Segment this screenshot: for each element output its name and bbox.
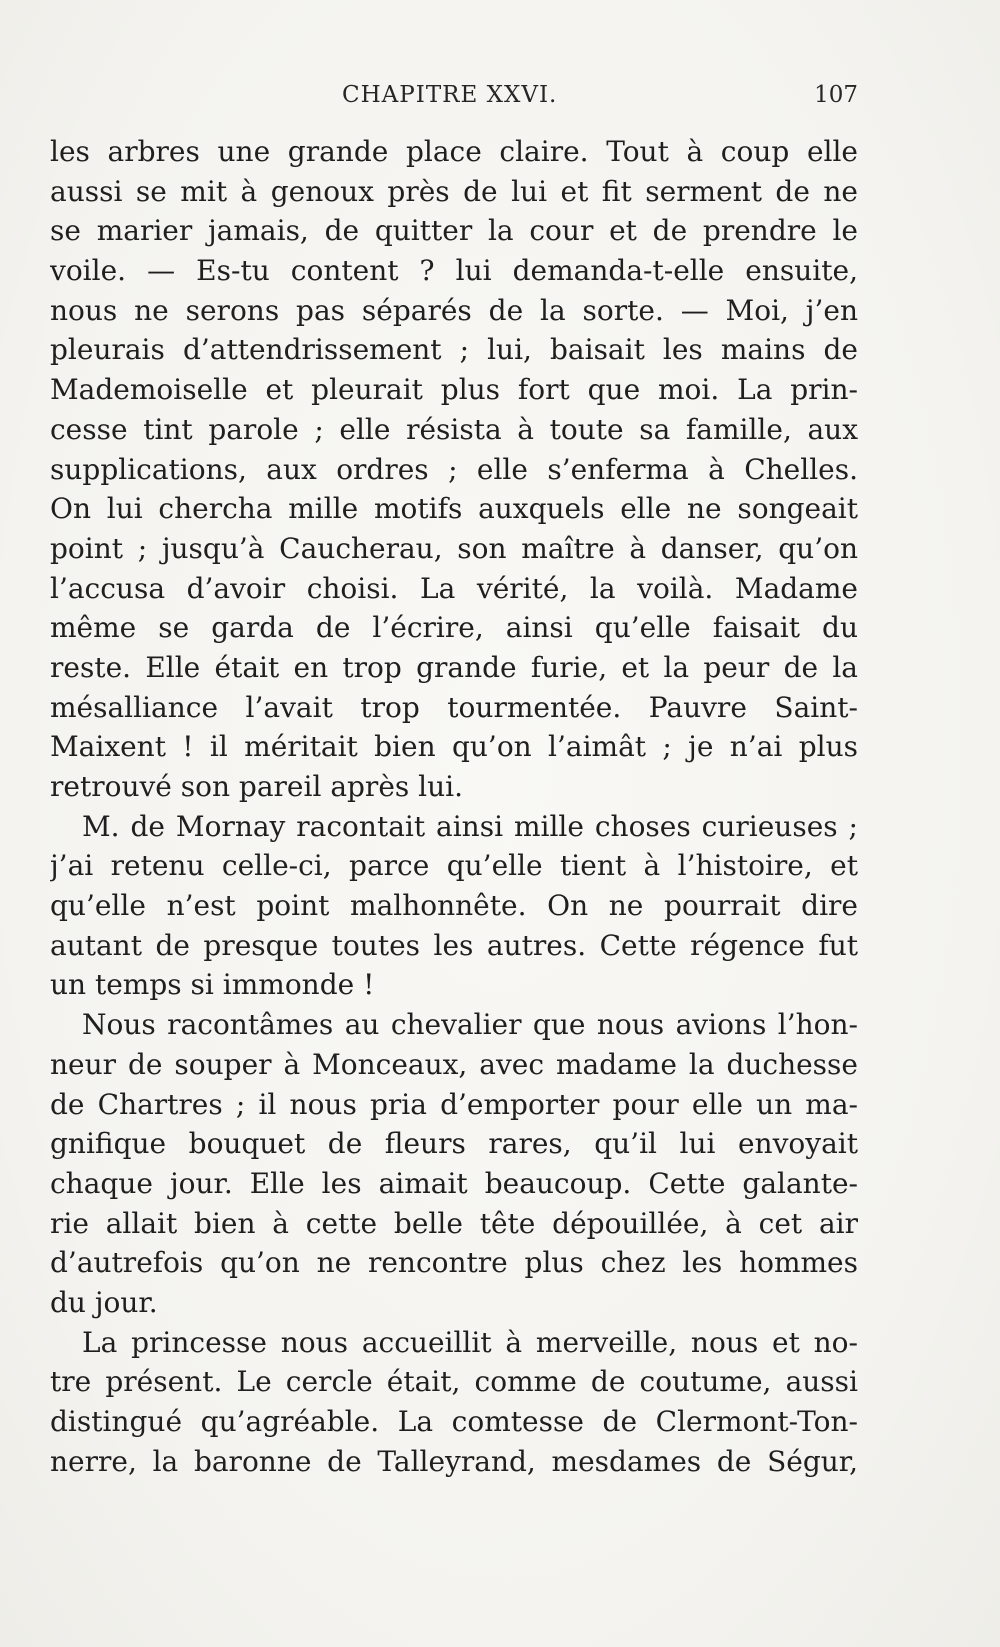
text-line: j’ai retenu celle-ci, parce qu’elle tient à l’histoire, et [50,849,858,883]
page-number: 107 [814,82,858,108]
text-line: pleurais d’attendrissement ; lui, baisait les mains de [50,333,858,367]
text-line: les arbres une grande place claire. Tout à coup elle [50,135,858,168]
text-line: Maixent ! il méritait bien qu’on l’aimât ; je n’ai plus [50,730,858,764]
text-line: de Chartres ; il nous pria d’emporter pour elle un ma- [50,1087,858,1121]
text-line: neur de souper à Monceaux, avec madame la duchesse [50,1047,858,1081]
text-line: supplications, aux ordres ; elle s’enferma à Chelles. [50,452,858,486]
text-line: autant de presque toutes les autres. Cette régence fut [50,928,858,962]
text-line: gnifique bouquet de fleurs rares, qu’il lui envoyait [50,1127,858,1161]
text-line: point ; jusqu’à Caucherau, son maître à danser, qu’on [50,531,858,565]
text-line: On lui chercha mille motifs auxquels elle ne songeait [50,492,858,526]
text-line: distingué qu’agréable. La comtesse de Clermont-Ton- [50,1405,858,1438]
text-line: cesse tint parole ; elle résista à toute sa famille, aux [50,412,858,446]
text-line-paragraph-start: La princesse nous accueillit à merveille, nous et no- [82,1325,858,1359]
text-line-paragraph-start: M. de Mornay racontait ainsi mille choses curieuses ; [82,809,858,843]
text-line: reste. Elle était en trop grande furie, et la peur de la [50,650,858,684]
body-text [50,132,858,1481]
text-line: l’accusa d’avoir choisi. La vérité, la voilà. Madame [50,571,858,605]
text-line: Mademoiselle et pleurait plus fort que moi. La prin- [50,373,858,407]
chapter-title: CHAPITRE XXVI. [342,82,558,108]
text-line: chaque jour. Elle les aimait beaucoup. Cette galante- [50,1166,858,1200]
text-line: même se garda de l’écrire, ainsi qu’elle faisait du [50,611,858,645]
text-line: mésalliance l’avait trop tourmentée. Pauvre Saint- [50,690,858,724]
text-line: nous ne serons pas séparés de la sorte. — Moi, j’en [50,293,858,327]
text-line: d’autrefois qu’on ne rencontre plus chez les hommes [50,1246,858,1280]
text-line: se marier jamais, de quitter la cour et de prendre le [50,214,858,248]
text-line: nerre, la baronne de Talleyrand, mesdames de Ségur, [50,1444,858,1478]
text-line: tre présent. Le cercle était, comme de coutume, aussi [50,1365,858,1399]
text-line: voile. — Es-tu content ? lui demanda-t-elle ensuite, [50,254,858,288]
text-line: aussi se mit à genoux près de lui et fit serment de ne [50,174,858,208]
text-line-paragraph-end: du jour. [50,1285,158,1319]
text-line-paragraph-start: Nous racontâmes au chevalier que nous avions l’hon- [82,1008,858,1042]
text-line: rie allait bien à cette belle tête dépouillée, à cet air [50,1206,858,1240]
text-line-paragraph-end: un temps si immonde ! [50,968,375,1002]
text-line-paragraph-end: retrouvé son pareil après lui. [50,770,463,803]
running-head [50,82,858,116]
text-line: qu’elle n’est point malhonnête. On ne pourrait dire [50,889,858,923]
